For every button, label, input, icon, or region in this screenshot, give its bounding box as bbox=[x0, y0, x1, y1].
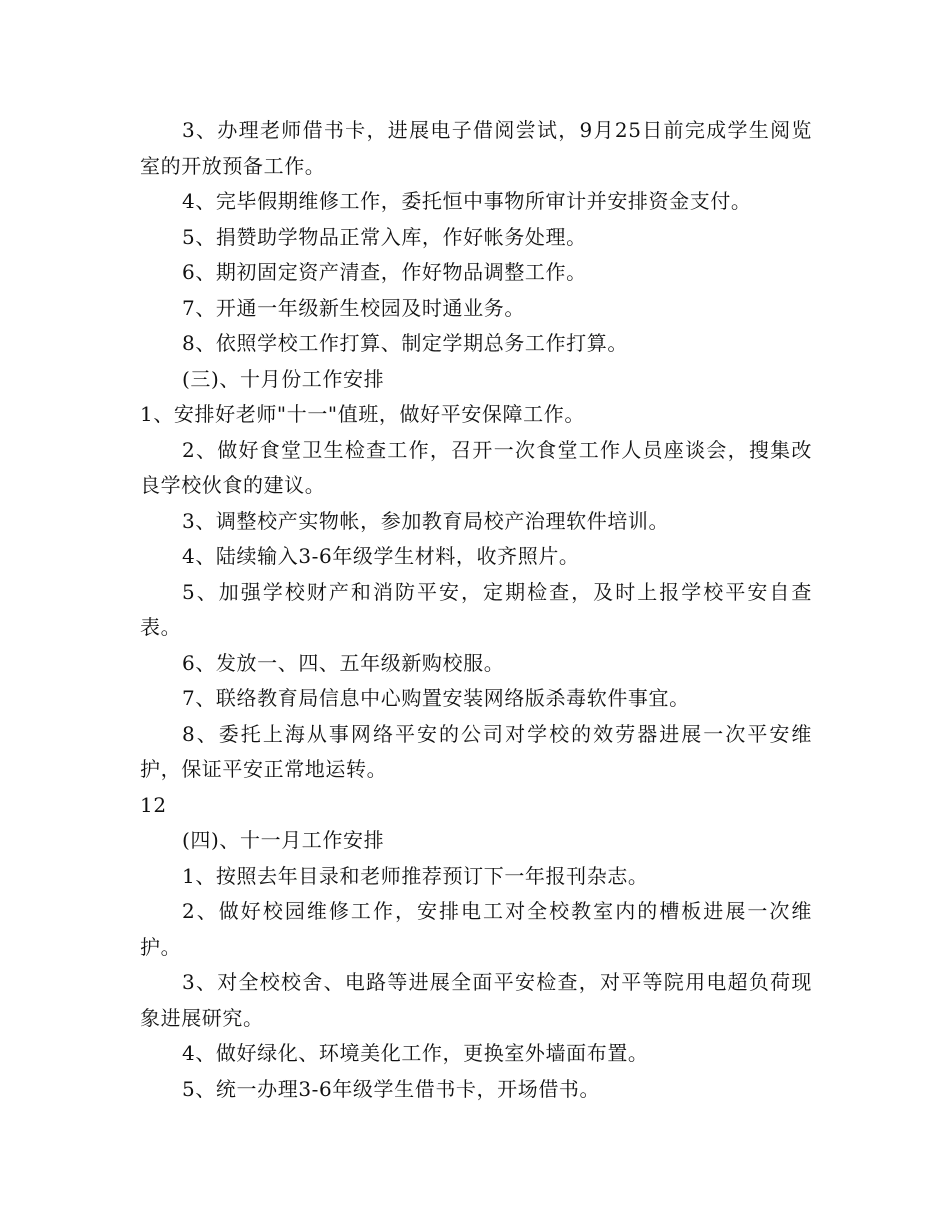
section-heading: (三)、十月份工作安排 bbox=[182, 366, 385, 391]
paragraph: 1、按照去年目录和老师推荐预订下一年报刊杂志。 bbox=[182, 863, 649, 888]
paragraph: 5、加强学校财产和消防平安，定期检查，及时上报学校平安自查表。 bbox=[140, 579, 812, 639]
paragraph: 7、联络教育局信息中心购置安装网络版杀毒软件事宜。 bbox=[182, 686, 690, 710]
section-heading: (四)、十一月工作安排 bbox=[182, 828, 385, 852]
paragraph: 2、做好校园维修工作，安排电工对全校教室内的槽板进展一次维护。 bbox=[140, 899, 812, 959]
paragraph: 5、统一办理3-6年级学生借书卡，开场借书。 bbox=[182, 1076, 601, 1101]
paragraph: 8、委托上海从事网络平安的公司对学校的效劳器进展一次平安维护，保证平安正常地运转。 bbox=[140, 721, 812, 781]
paragraph: 6、发放一、四、五年级新购校服。 bbox=[182, 650, 505, 675]
paragraph: 3、对全校校舍、电路等进展全面平安检查，对平等院用电超负荷现象进展研究。 bbox=[140, 970, 812, 1030]
paragraph: 7、开通一年级新生校园及时通业务。 bbox=[182, 295, 525, 320]
paragraph: 1、安排好老师"十一"值班，做好平安保障工作。 bbox=[140, 402, 585, 426]
paragraph: 3、调整校产实物帐，参加教育局校产治理软件培训。 bbox=[182, 508, 670, 533]
paragraph: 4、陆续输入3-6年级学生材料，收齐照片。 bbox=[182, 544, 580, 568]
paragraph: 2、做好食堂卫生检查工作，召开一次食堂工作人员座谈会，搜集改良学校伙食的建议。 bbox=[140, 437, 812, 497]
paragraph: 6、期初固定资产清查，作好物品调整工作。 bbox=[182, 260, 587, 284]
paragraph: 4、完毕假期维修工作，委托恒中事物所审计并安排资金支付。 bbox=[182, 189, 752, 213]
paragraph: 5、捐赞助学物品正常入库，作好帐务处理。 bbox=[182, 224, 587, 249]
paragraph: 4、做好绿化、环境美化工作，更换室外墙面布置。 bbox=[182, 1041, 649, 1065]
paragraph: 8、依照学校工作打算、制定学期总务工作打算。 bbox=[182, 331, 628, 355]
document-body bbox=[140, 113, 812, 1107]
page-number: 12 bbox=[140, 792, 167, 817]
paragraph: 3、办理老师借书卡，进展电子借阅尝试，9月25日前完成学生阅览室的开放预备工作。 bbox=[140, 118, 812, 178]
